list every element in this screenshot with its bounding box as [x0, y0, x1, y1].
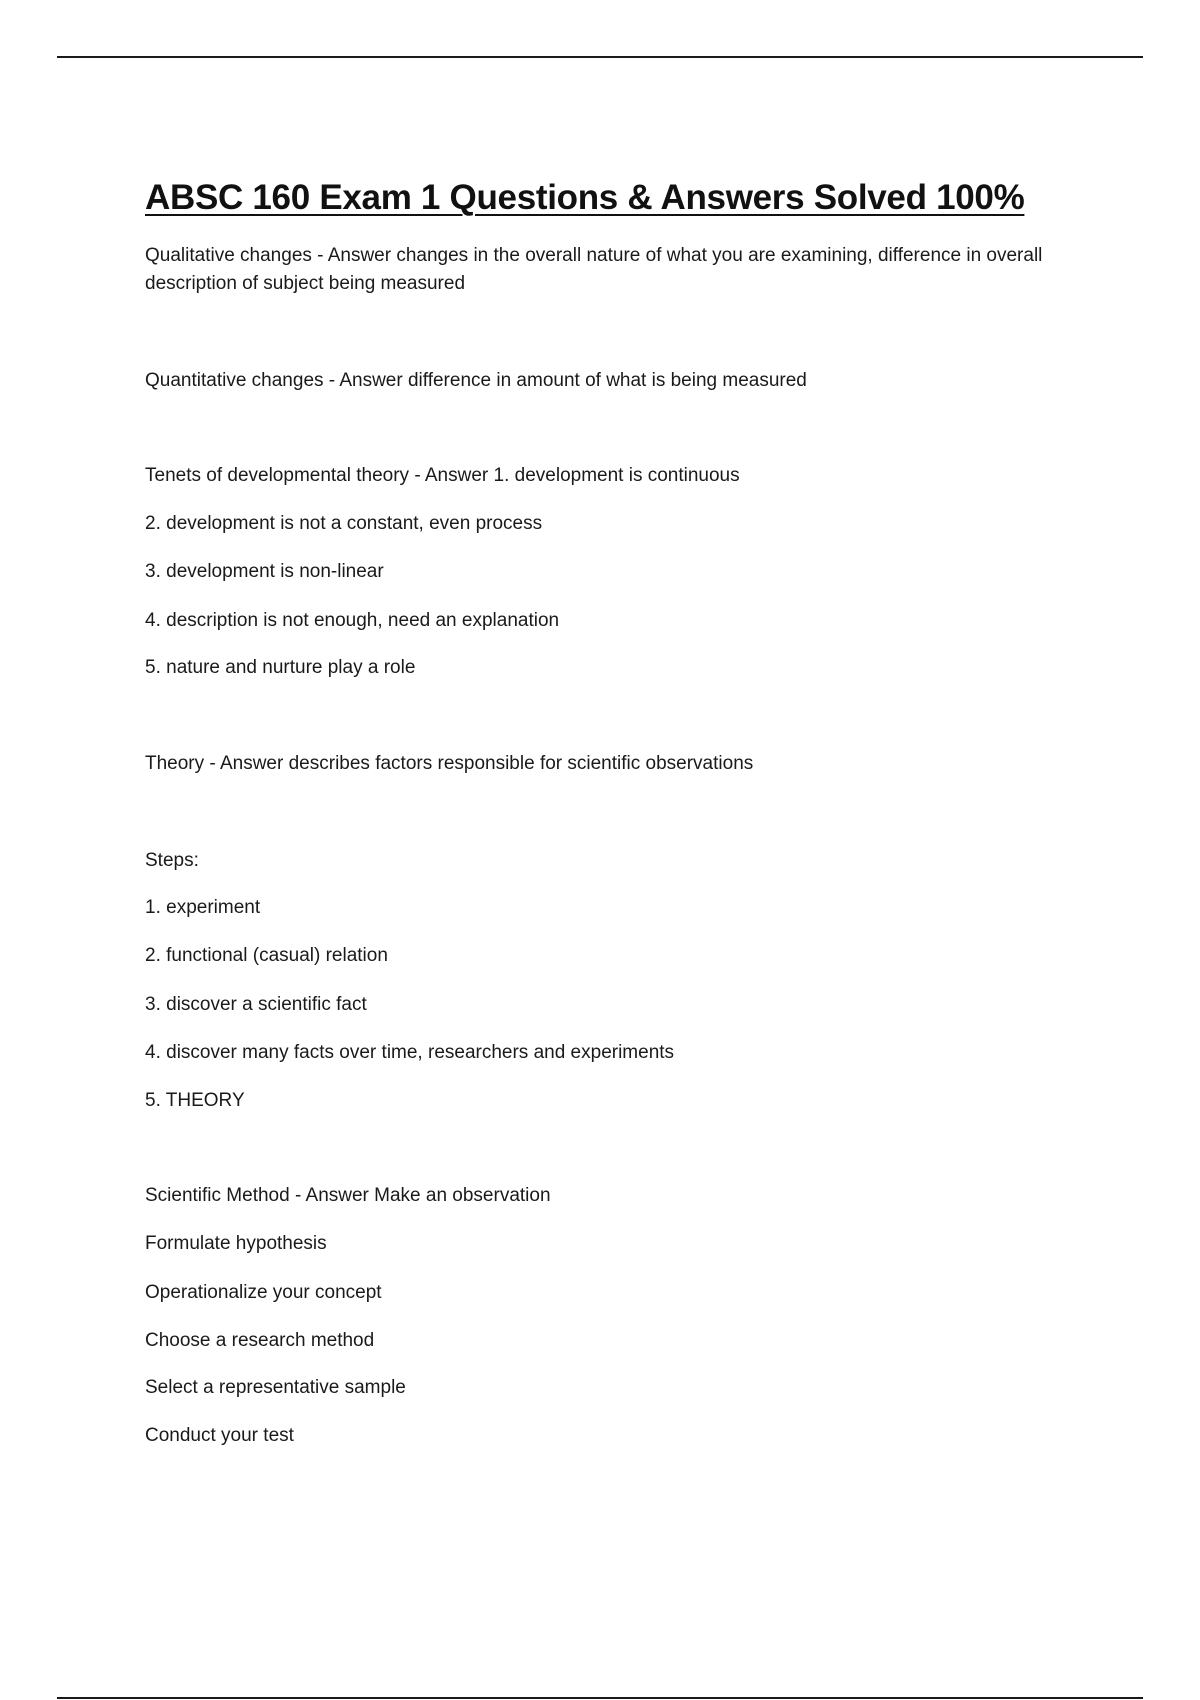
tenets-entry: Tenets of developmental theory - Answer 1. development is continuous — [145, 465, 740, 486]
tenets-item: 3. development is non-linear — [145, 561, 384, 582]
tenets-item: 2. development is not a constant, even process — [145, 513, 543, 534]
quantitative-changes-entry: Quantitative changes - Answer difference in amount of what is being measured — [145, 370, 807, 391]
scientific-method-item: Choose a research method — [145, 1330, 375, 1351]
scientific-method-item: Select a representative sample — [145, 1377, 406, 1398]
tenets-item: 5. nature and nurture play a role — [145, 657, 416, 678]
steps-item: 3. discover a scientific fact — [145, 994, 367, 1015]
scientific-method-entry: Scientific Method - Answer Make an observation — [145, 1185, 551, 1206]
document-title: ABSC 160 Exam 1 Questions & Answers Solved 100% — [145, 178, 1025, 217]
top-divider — [57, 56, 1143, 58]
steps-item: 5. THEORY — [145, 1090, 245, 1111]
qualitative-changes-entry: Qualitative changes - Answer changes in the overall nature of what you are examining, difference in overall description of subject being measured — [145, 245, 1043, 294]
scientific-method-item: Operationalize your concept — [145, 1282, 382, 1303]
steps-item: 2. functional (casual) relation — [145, 945, 388, 966]
scientific-method-item: Conduct your test — [145, 1425, 294, 1446]
tenets-item: 4. description is not enough, need an explanation — [145, 610, 560, 631]
steps-item: 4. discover many facts over time, researchers and experiments — [145, 1042, 675, 1063]
bottom-divider — [57, 1697, 1143, 1699]
theory-entry: Theory - Answer describes factors responsible for scientific observations — [145, 753, 754, 774]
scientific-method-item: Formulate hypothesis — [145, 1233, 327, 1254]
steps-item: 1. experiment — [145, 897, 261, 918]
steps-heading: Steps: — [145, 850, 199, 871]
